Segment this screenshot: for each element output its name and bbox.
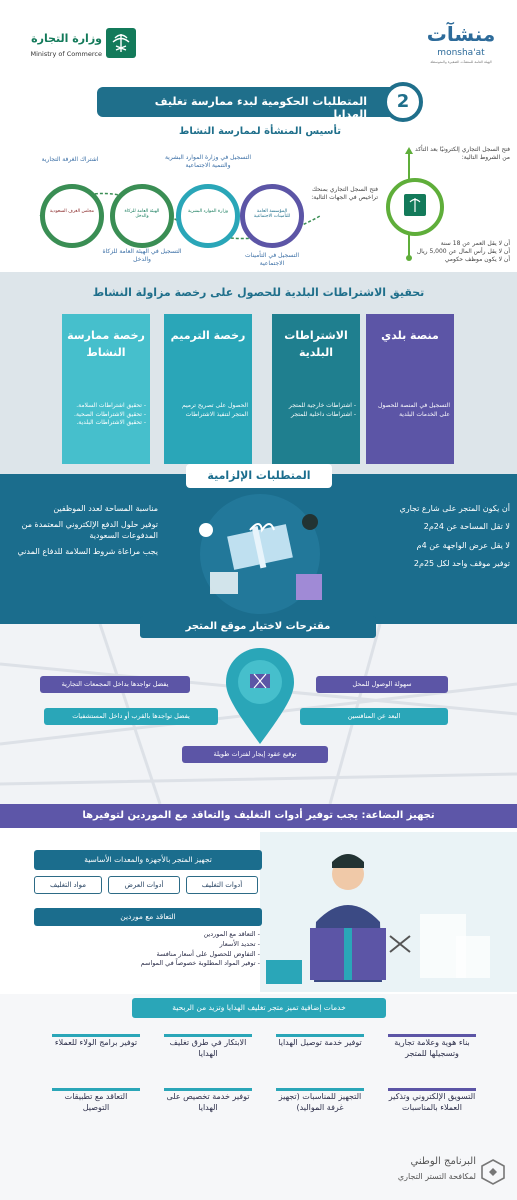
step-number-badge: 2: [383, 82, 423, 122]
section3-mandatory: [0, 469, 517, 624]
section4-location: [0, 621, 517, 804]
person-wrapping-gift-icon: [260, 832, 510, 992]
service-text: توفير خدمة تخصيص على الهدايا: [166, 1092, 250, 1112]
service-text: التعاقد مع تطبيقات التوصيل: [64, 1092, 128, 1112]
supplier-item: - توفير المواد المطلوبة خصوصاً في المواسم: [140, 959, 260, 968]
service-text: بناء هوية وعلامة تجارية وتسجيلها للمتجر: [394, 1038, 470, 1058]
suggestion-pill: البعد عن المنافسين: [300, 708, 448, 725]
suggestion-pill: يفضل تواجدها بالقرب أو داخل المستشفيات: [44, 708, 218, 725]
moc-circle: [386, 178, 444, 236]
card-body: - اشتراطات خارجية للمتجر - اشتراطات داخلية للمتجر: [288, 402, 356, 418]
hexagon-logo-icon: [480, 1158, 506, 1186]
card-title: رخصة الترميم: [170, 329, 246, 342]
section1-banner-text: المتطلبات الحكومية لبدء ممارسة تغليف الهدايا: [154, 95, 367, 121]
footer-line2: لمكافحة التستر التجاري: [397, 1172, 476, 1181]
req-item: لا تقل المساحة عن 24م2: [423, 522, 510, 532]
zatca-logo: الهيئة العامة للزكاة والدخل: [124, 209, 160, 219]
condition-item: أن لا يقل العمر عن 18 سنة: [440, 240, 510, 247]
monshaat-arabic: منشآت: [426, 22, 496, 46]
gift-wrapping-illustration-icon: [170, 490, 350, 618]
monshaat-latin: monsha'at: [437, 48, 485, 58]
section5-goods: [0, 804, 517, 994]
card-body: الحصول على تصريح ترميم المتجر لتنفيذ الاشتراطات: [181, 402, 248, 418]
suggestion-pill: يفضل تواجدها بداخل المجمعات التجارية: [40, 676, 190, 693]
moc-arabic: وزارة التجارة: [31, 32, 102, 45]
req-item: لا يقل عرض الواجهة عن 4م: [416, 540, 510, 550]
hrsd-logo: وزارة الموارد البشرية: [187, 209, 229, 214]
service-item: [276, 1034, 364, 1049]
section4-title: مقترحات لاختيار موقع المتجر: [140, 616, 376, 638]
equip-item: أدوات التغليف: [186, 876, 258, 894]
step-label: التسجيل في الهيئة العامة للزكاة والدخل: [102, 248, 182, 264]
open-register-note: فتح السجل التجاري إلكترونيًا بعد التأكد من الشروط التالية:: [415, 146, 510, 162]
supplier-item: - التفاوض للحصول على أسعار منافسة: [156, 949, 260, 958]
service-item: [164, 1088, 252, 1114]
service-item: [388, 1088, 476, 1114]
req-item: يجب مراعاة شروط السلامة للدفاع المدني: [17, 547, 158, 557]
step-label: اشتراك الغرفة التجارية: [41, 156, 99, 163]
monshaat-logo: [418, 22, 504, 68]
service-item: [164, 1034, 252, 1060]
req-right-list: [370, 504, 510, 570]
section6-services: [0, 994, 517, 1200]
supplier-item: - التعاقد مع الموردين: [203, 930, 260, 938]
req-item: توفير موقف واحد لكل 25م2: [413, 559, 510, 569]
monshaat-sub: الهيئة العامة للمنشآت الصغيرة والمتوسطة: [430, 60, 492, 64]
moc-english: Ministry of Commerce: [30, 50, 102, 58]
card-body: التسجيل في المنصة للحصول على الخدمات البلدية: [377, 402, 450, 418]
footer-line1: البرنامج الوطني: [410, 1156, 476, 1167]
section2-municipal: [0, 272, 517, 474]
service-bar: [276, 1034, 364, 1037]
card-baladi: [366, 314, 454, 464]
moc-mini-logo-icon: [404, 194, 426, 216]
service-bar: [388, 1034, 476, 1037]
step-circle-chamber: [40, 184, 104, 248]
step-label: التسجيل في وزارة الموارد البشرية والتنمية الاجتماعية: [164, 154, 252, 170]
footer-logo: [340, 1152, 510, 1192]
supplier-list: [60, 930, 260, 969]
section5-title: تجهيز البضاعة: يجب توفير أدوات التغليف والتعاقد مع الموردين لتوفيرها: [0, 804, 517, 828]
service-item: [52, 1088, 140, 1114]
section6-title: خدمات إضافية تميز متجر تغليف الهدايا وتزيد من الربحية: [132, 998, 386, 1018]
step-label: التسجيل في التأمينات الاجتماعية: [244, 252, 299, 268]
card-title: الاشتراطات البلدية: [284, 329, 348, 359]
supplier-title: التعاقد مع موردين: [34, 908, 262, 926]
section1-banner: [97, 87, 419, 121]
equip-item: أدوات العرض: [108, 876, 180, 894]
card-practice-license: [62, 314, 150, 464]
service-bar: [52, 1034, 140, 1037]
card-renovation-license: [164, 314, 252, 464]
conditions-list: [410, 240, 510, 264]
service-item: [52, 1034, 140, 1049]
card-title: رخصة ممارسة النشاط: [67, 329, 145, 359]
service-bar: [164, 1088, 252, 1091]
section2-title: تحقيق الاشتراطات البلدية للحصول على رخصة مزاولة النشاط: [92, 286, 425, 299]
equip-item: مواد التغليف: [34, 876, 102, 894]
section3-title: المتطلبات الإلزامية: [186, 464, 332, 488]
card-municipal-requirements: [272, 314, 360, 464]
service-bar: [164, 1034, 252, 1037]
service-bar: [52, 1088, 140, 1091]
service-text: التسويق الإلكتروني وتذكير العملاء بالمناسبات: [388, 1092, 476, 1112]
service-bar: [388, 1088, 476, 1091]
req-item: أن يكون المتجر على شارع تجاري: [399, 504, 510, 513]
step-circle-zatca: [110, 184, 174, 248]
licences-note: فتح السجل التجاري بمنحك تراخيص في الجهات التالية:: [311, 186, 378, 202]
gosi-logo: المؤسسة العامة للتأمينات الاجتماعية: [253, 209, 291, 219]
service-item: [276, 1088, 364, 1114]
chamber-logo: مجلس الغرف السعودية: [49, 209, 95, 214]
service-text: توفير برامج الولاء للعملاء: [54, 1038, 138, 1047]
suggestion-pill: توقيع عقود إيجار لفترات طويلة: [182, 746, 328, 763]
header: [0, 0, 517, 82]
card-title: منصة بلدي: [381, 329, 439, 342]
supplier-item: - تحديد الأسعار: [219, 939, 260, 948]
req-item: توفير حلول الدفع الإلكتروني المعتمدة من المدفوعات السعودية: [21, 520, 158, 540]
section1-subtitle: تأسيس المنشأة لممارسة النشاط: [179, 126, 341, 137]
condition-item: أن لا يقل رأس المال عن 5,000 ريال: [416, 248, 510, 256]
location-pin-icon: [222, 646, 298, 746]
service-bar: [276, 1088, 364, 1091]
service-item: [388, 1034, 476, 1060]
service-text: توفير خدمة توصيل الهدايا: [278, 1038, 362, 1047]
step-circle-gosi: [240, 184, 304, 248]
equip-title: تجهيز المتجر بالأجهزة والمعدات الأساسية: [34, 850, 262, 870]
card-body: - تحقيق اشتراطات السلامة. - تحقيق الاشتراطات الصحية. - تحقيق الاشتراطات البلدية.: [74, 402, 146, 427]
req-item: مناسبة المساحة لعدد الموظفين: [53, 504, 158, 513]
req-left-list: [8, 504, 158, 558]
service-text: التجهيز للمناسبات (تجهيز غرفة المواليد): [278, 1092, 362, 1112]
condition-item: أن لا يكون موظف حكومي: [444, 256, 510, 264]
suggestion-pill: سهولة الوصول للمحل: [316, 676, 448, 693]
service-text: الابتكار في طرق تغليف الهدايا: [169, 1038, 247, 1058]
step-circle-hrsd: [176, 184, 240, 248]
moc-logo: [28, 26, 140, 66]
palm-emblem-icon: [104, 26, 138, 60]
